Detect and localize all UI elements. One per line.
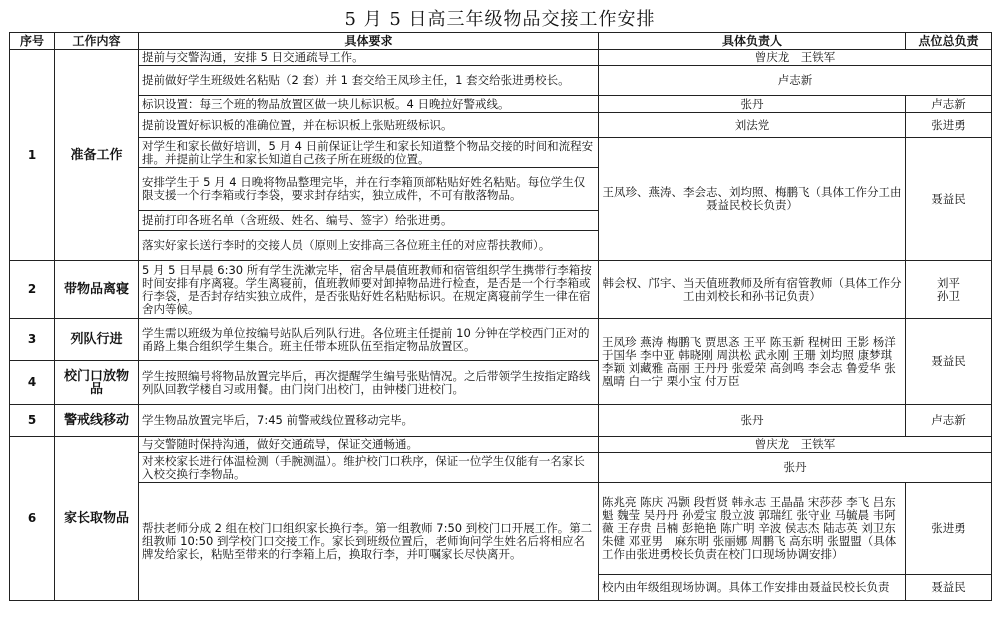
page-title: 5 月 5 日高三年级物品交接工作安排 [344, 9, 656, 30]
table-row [10, 113, 992, 138]
table-row [10, 138, 992, 168]
person-cell: 张丹 [599, 96, 906, 113]
person-cell: 张丹 [599, 405, 906, 437]
person-cell: 曾庆龙 王铁军 [599, 50, 992, 66]
person-cell: 韩会权、邝宇、当天值班教师及所有宿管教师（具体工作分工由刘校长和孙书记负责） [599, 261, 906, 319]
work-item: 准备工作 [55, 50, 139, 261]
lead-cell: 刘平 孙卫 [906, 261, 992, 319]
person-cell: 张丹 [599, 453, 992, 483]
person-cell: 曾庆龙 王铁军 [599, 437, 992, 453]
row-number: 5 [10, 405, 55, 437]
work-item: 带物品离寝 [55, 261, 139, 319]
header-no: 序号 [10, 33, 55, 50]
requirement-cell: 对来校家长进行体温检测（手腕测温）。维护校门口秩序，保证一位学生仅能有一名家长入校交换行李物品。 [139, 453, 599, 483]
person-cell: 校内由年级组现场协调。具体工作安排由聂益民校长负责 [599, 575, 906, 601]
requirement-cell: 学生按照编号将物品放置完毕后，再次提醒学生编号张贴情况。之后带领学生按指定路线列队回教学楼自习或用餐。由门岗门出校门，由钟楼门进校门。 [139, 361, 599, 405]
table-row [10, 261, 992, 319]
lead-cell: 卢志新 [906, 405, 992, 437]
person-cell: 王凤珍 燕涛 梅鹏飞 贾思忞 王平 陈玉新 程树田 王影 杨洋 于国华 李中亚 韩晓刚 周洪松 武永刚 王珊 刘均照 康梦琪 李颖 刘藏雅 高丽 王丹丹 张爱荣 高剑鸣 李会志 鲁爱华 张凰晴 白一宁 栗小宝 付万臣 [599, 319, 906, 405]
table-row [10, 66, 992, 96]
lead-cell: 卢志新 [906, 96, 992, 113]
requirement-cell: 落实好家长送行李时的交接人员（原则上安排高三各位班主任的对应帮扶教师）。 [139, 231, 599, 261]
requirement-cell: 安排学生于 5 月 4 日晚将物品整理完毕，并在行李箱顶部粘贴好姓名粘贴。每位学生仅限支援一个行李箱或行李袋，要求封存结实，独立成件，不可有散落物品。 [139, 168, 599, 211]
header-item: 工作内容 [55, 33, 139, 50]
work-item: 校门口放物品 [55, 361, 139, 405]
header-person: 具体负责人 [599, 33, 906, 50]
table-row [10, 453, 992, 483]
requirement-cell: 与交警随时保持沟通，做好交通疏导，保证交通畅通。 [139, 437, 599, 453]
lead-cell: 聂益民 [906, 319, 992, 405]
work-item: 警戒线移动 [55, 405, 139, 437]
work-item: 列队行进 [55, 319, 139, 361]
lead-cell: 张进勇 [906, 113, 992, 138]
requirement-cell: 对学生和家长做好培训，5 月 4 日前保证让学生和家长知道整个物品交接的时间和流程安排。并提前让学生和家长知道自己孩子所在班级的位置。 [139, 138, 599, 168]
requirement-cell: 学生需以班级为单位按编号站队后列队行进。各位班主任提前 10 分钟在学校西门正对的甬路上集合组织学生集合。班主任带本班队伍至指定物品放置区。 [139, 319, 599, 361]
person-cell: 刘法党 [599, 113, 906, 138]
person-cell: 卢志新 [599, 66, 992, 96]
person-cell: 王凤珍、燕涛、李会志、刘均照、梅鹏飞（具体工作分工由聂益民校长负责） [599, 138, 906, 261]
requirement-cell: 标识设置：每三个班的物品放置区做一块儿标识板。4 日晚拉好警戒线。 [139, 96, 599, 113]
header-lead: 点位总负责 [906, 33, 992, 50]
lead-cell: 张进勇 [906, 483, 992, 575]
table-row [10, 319, 992, 361]
row-number: 1 [10, 50, 55, 261]
requirement-cell: 提前做好学生班级姓名粘贴（2 套）并 1 套交给王凤珍主任，1 套交给张进勇校长。 [139, 66, 599, 96]
requirement-cell: 帮扶老师分成 2 组在校门口组织家长换行李。第一组教师 7:50 到校门口开展工作。第二组教师 10:50 到学校门口交接工作。家长到班级位置后，老师询问学生姓名后将相应名牌发给家长，粘贴至带来的行李箱上后，换取行李，并叮嘱家长尽快离开。 [139, 483, 599, 601]
table-row [10, 96, 992, 113]
row-number: 2 [10, 261, 55, 319]
row-number: 6 [10, 437, 55, 601]
table-row [10, 50, 992, 66]
requirement-cell: 5 月 5 日早晨 6:30 所有学生洗漱完毕，宿舍早晨值班教师和宿管组织学生携带行李箱按时间安排有序离寝。学生离寝前，值班教师要对卸掉物品进行检查，是否是一个行李箱或行李袋，是否封存结实独立成件，是否张贴好姓名粘贴标识。在规定离寝前学生一律在宿舍内等候。 [139, 261, 599, 319]
header-row [10, 33, 992, 50]
table-row [10, 483, 992, 575]
row-number: 4 [10, 361, 55, 405]
table-row [10, 405, 992, 437]
table-row [10, 437, 992, 453]
schedule-table [9, 32, 992, 601]
person-cell: 陈兆亮 陈庆 冯颢 段哲贤 韩永志 王晶晶 宋莎莎 李飞 吕东魁 魏莹 吴丹丹 孙爱宝 殷立波 郭瑞红 张守业 马毓晨 韦阿薇 王存贵 吕楠 彭艳艳 陈广明 辛波 侯志杰 陆志英 刘卫东 朱健 邓亚男 麻东明 张丽娜 周鹏飞 高东明 张盟盟（具体工作由张进勇校长负责在校门口现场协调安排） [599, 483, 906, 575]
lead-cell: 聂益民 [906, 138, 992, 261]
requirement-cell: 提前与交警沟通，安排 5 日交通疏导工作。 [139, 50, 599, 66]
work-item: 家长取物品 [55, 437, 139, 601]
row-number: 3 [10, 319, 55, 361]
requirement-cell: 学生物品放置完毕后，7:45 前警戒线位置移动完毕。 [139, 405, 599, 437]
header-req: 具体要求 [139, 33, 599, 50]
lead-cell: 聂益民 [906, 575, 992, 601]
requirement-cell: 提前设置好标识板的准确位置，并在标识板上张贴班级标识。 [139, 113, 599, 138]
requirement-cell: 提前打印各班名单（含班级、姓名、编号、签字）给张进勇。 [139, 211, 599, 231]
